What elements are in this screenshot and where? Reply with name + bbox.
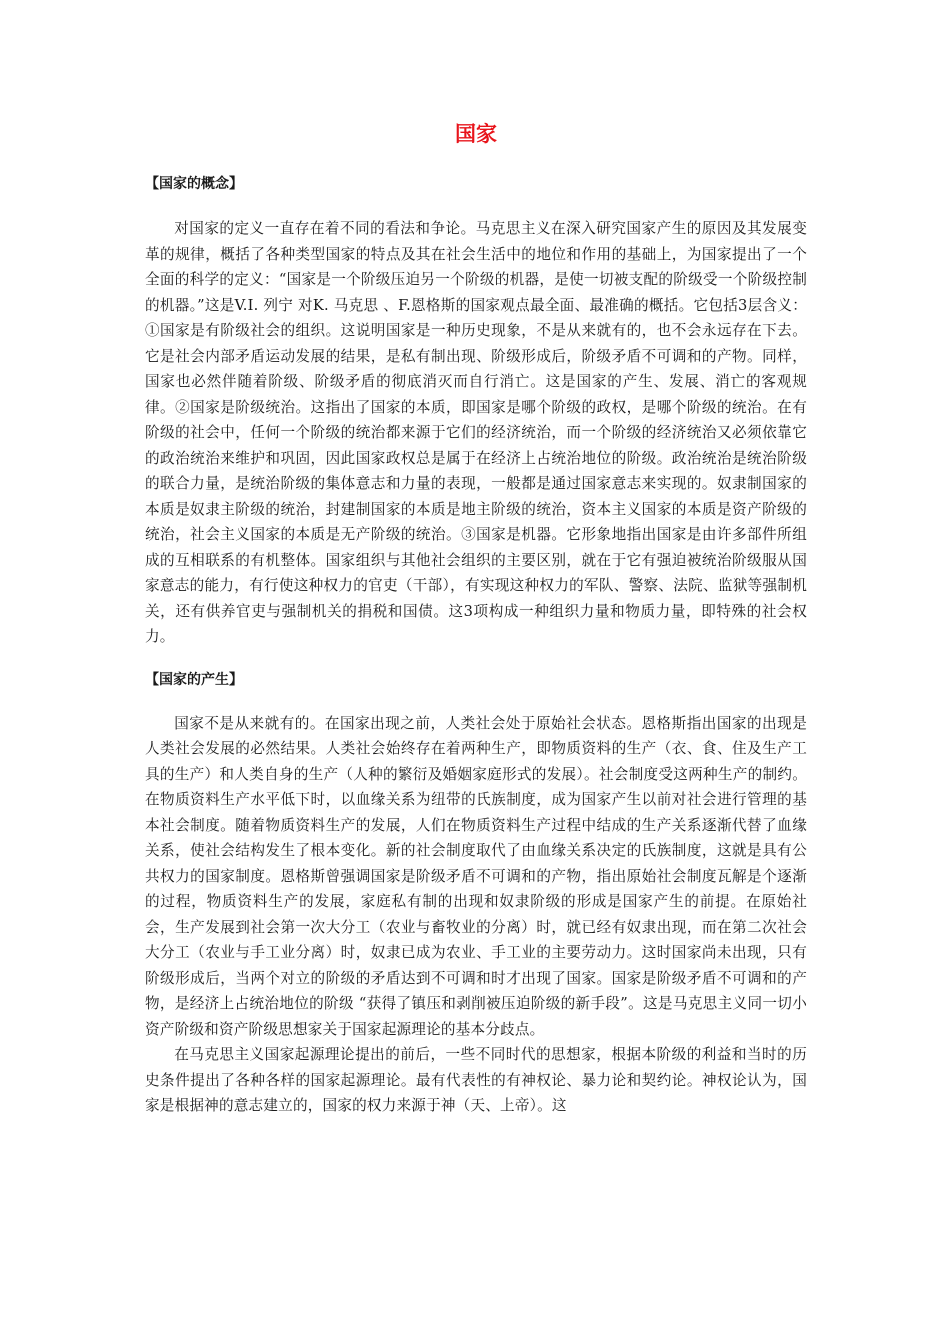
- section-heading-concept: 【国家的概念】: [145, 176, 243, 192]
- document-body: [145, 118, 807, 1119]
- paragraph-concept: 对国家的定义一直存在着不同的看法和争论。马克思主义在深入研究国家产生的原因及其发展变革的规律，概括了各种类型国家的特点及其在社会生活中的地位和作用的基础上，为国家提出了一个全面的科学的定义：“国家是一个阶级压迫另一个阶级的机器，是使一切被支配的阶级受一个阶级控制的机器。”这是V.I. 列宁 对K. 马克思 、F.恩格斯的国家观点最全面、最准确的概括。它包括3层含义：①国家是有阶级社会的组织。这说明国家是一种历史现象，不是从来就有的，也不会永远存在下去。它是社会内部矛盾运动发展的结果，是私有制出现、阶级形成后，阶级矛盾不可调和的产物。同样，国家也必然伴随着阶级、阶级矛盾的彻底消灭而自行消亡。这是国家的产生、发展、消亡的客观规律。②国家是阶级统治。这指出了国家的本质，即国家是哪个阶级的政权，是哪个阶级的统治。在有阶级的社会中，任何一个阶级的统治都来源于它们的经济统治，而一个阶级的经济统治又必须依靠它的政治统治来维护和巩固，因此国家政权总是属于在经济上占统治地位的阶级。政治统治是统治阶级的联合力量，是统治阶级的集体意志和力量的表现，一般都是通过国家意志来实现的。奴隶制国家的本质是奴隶主阶级的统治，封建制国家的本质是地主阶级的统治，资本主义国家的本质是资产阶级的统治，社会主义国家的本质是无产阶级的统治。③国家是机器。它形象地指出国家是由许多部件所组成的互相联系的有机整体。国家组织与其他社会组织的主要区别，就在于它有强迫被统治阶级服从国家意志的能力，有行使这种权力的官吏（干部），有实现这种权力的军队、警察、法院、监狱等强制机关，还有供养官吏与强制机关的捐税和国债。这3项构成一种组织力量和物质力量，即特殊的社会权力。: [145, 220, 807, 645]
- paragraph-origin-1: 国家不是从来就有的。在国家出现之前，人类社会处于原始社会状态。恩格斯指出国家的出现是人类社会发展的必然结果。人类社会始终存在着两种生产，即物质资料的生产（衣、食、住及生产工具的生产）和人类自身的生产（人种的繁衍及婚姻家庭形式的发展）。社会制度受这两种生产的制约。在物质资料生产水平低下时，以血缘关系为纽带的氏族制度，成为国家产生以前对社会进行管理的基本社会制度。随着物质资料生产的发展，人们在物质资料生产过程中结成的生产关系逐渐代替了血缘关系，使社会结构发生了根本变化。新的社会制度取代了由血缘关系决定的氏族制度，这就是具有公共权力的国家制度。恩格斯曾强调国家是阶级矛盾不可调和的产物，指出原始社会制度瓦解是个逐渐的过程，物质资料生产的发展，家庭私有制的出现和奴隶阶级的形成是国家产生的前提。在原始社会，生产发展到社会第一次大分工（农业与畜牧业的分离）时，就已经有奴隶出现，而在第二次社会大分工（农业与手工业分离）时，奴隶已成为农业、手工业的主要劳动力。这时国家尚未出现，只有阶级形成后，当两个对立的阶级的矛盾达到不可调和时才出现了国家。国家是阶级矛盾不可调和的产物，是经济上占统治地位的阶级 “获得了镇压和剥削被压迫阶级的新手段”。这是马克思主义同一切小资产阶级和资产阶级思想家关于国家起源理论的基本分歧点。: [145, 714, 807, 1038]
- section-heading-origin: 【国家的产生】: [145, 671, 243, 688]
- paragraph-origin-2: 在马克思主义国家起源理论提出的前后，一些不同时代的思想家，根据本阶级的利益和当时的历史条件提出了各种各样的国家起源理论。最有代表性的有神权论、暴力论和契约论。神权论认为，国家是根据神的意志建立的，国家的权力来源于神（天、上帝）。这: [145, 1046, 807, 1114]
- page-title: 国家: [455, 122, 497, 146]
